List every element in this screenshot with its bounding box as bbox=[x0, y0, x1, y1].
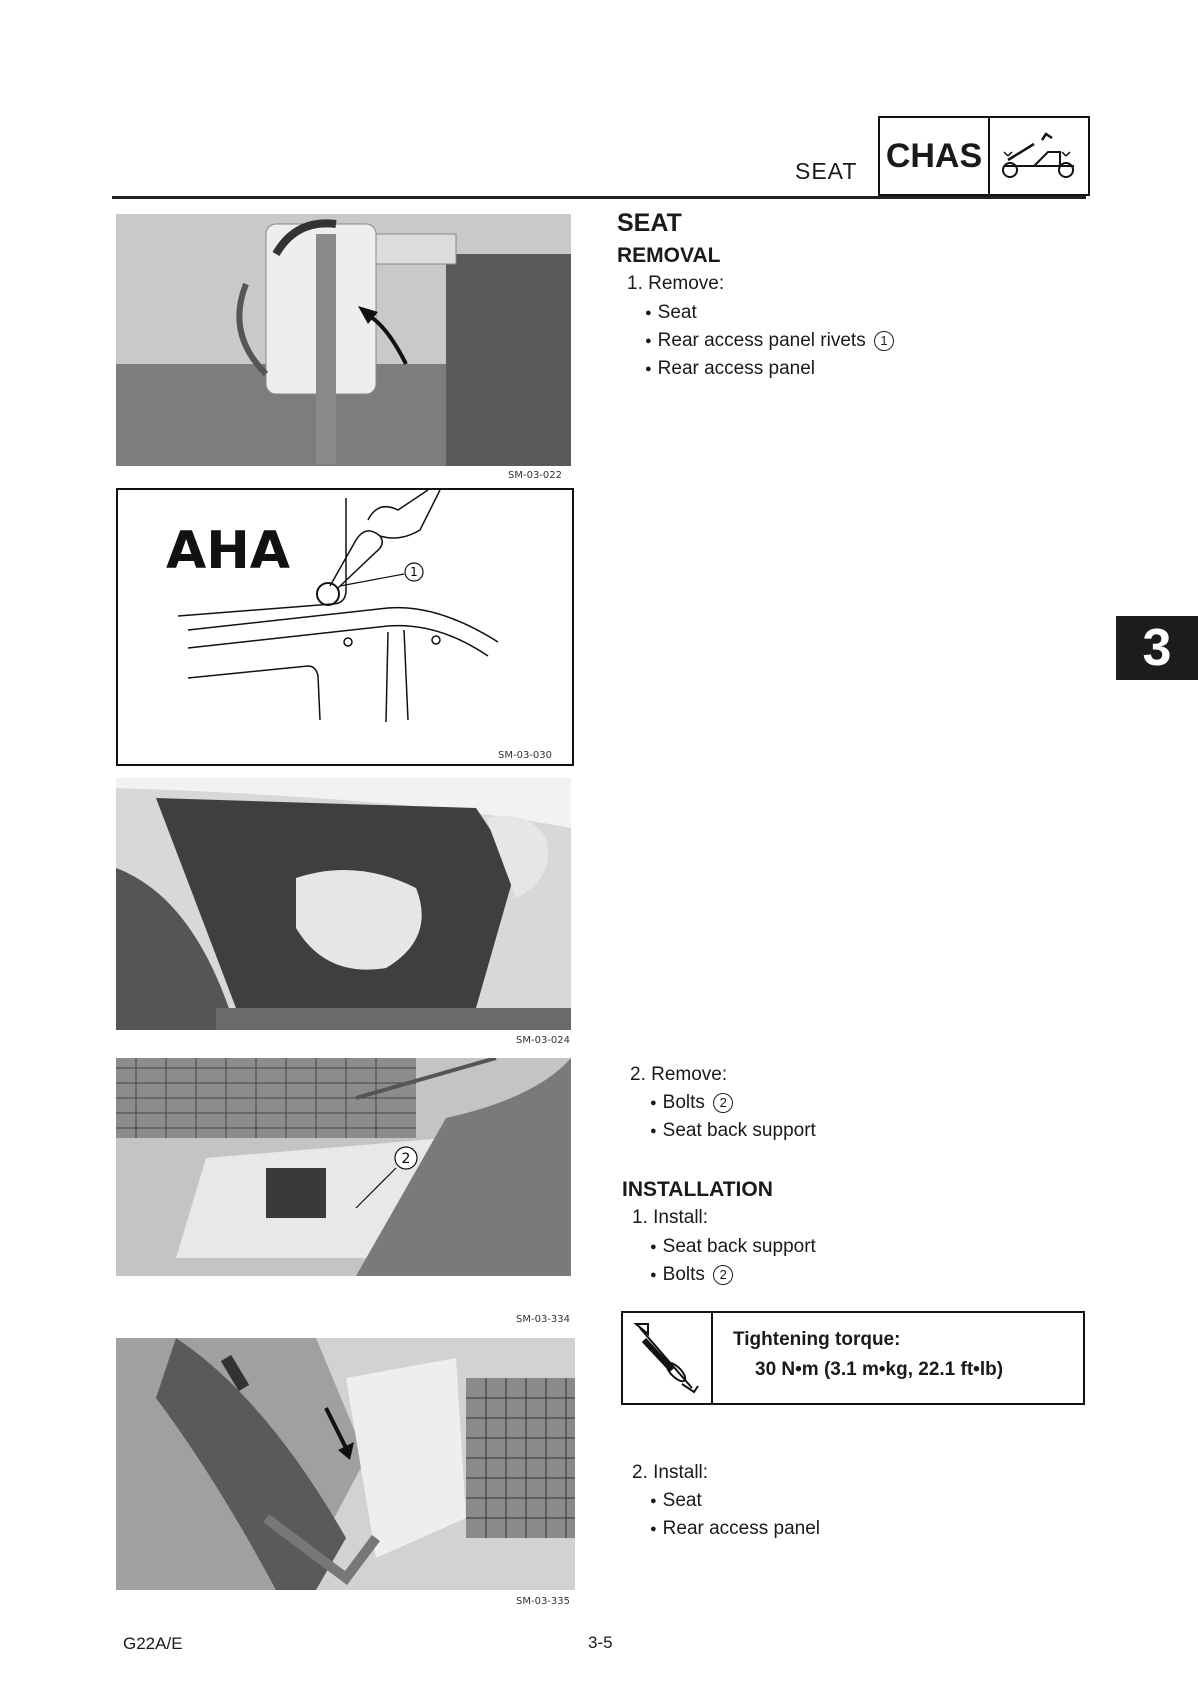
removal-step-2-item: ● Bolts 2 bbox=[650, 1092, 733, 1114]
golf-cart-wrench-icon bbox=[990, 118, 1088, 194]
photo-seat-install bbox=[116, 1338, 575, 1590]
torque-wrench-icon bbox=[623, 1313, 713, 1403]
callout-1: 1 bbox=[410, 565, 418, 579]
installation-heading: INSTALLATION bbox=[622, 1178, 773, 1201]
figure-code: SM-03-335 bbox=[516, 1596, 571, 1607]
header-category-label: CHAS bbox=[880, 118, 990, 194]
figure-code: SM-03-030 bbox=[498, 750, 553, 761]
chapter-tab: 3 bbox=[1116, 616, 1198, 680]
removal-step-2-item: ● Seat back support bbox=[650, 1120, 816, 1142]
photo-seat-back-bolts bbox=[116, 1058, 571, 1276]
ref-number: 1 bbox=[874, 331, 894, 351]
page-number: 3-5 bbox=[588, 1633, 613, 1652]
aha-label: AHA bbox=[166, 521, 291, 581]
footer-model: G22A/E bbox=[123, 1634, 183, 1653]
install-step-2: 2. Install: bbox=[632, 1462, 709, 1483]
diagram-rivet-removal bbox=[116, 488, 574, 766]
figure-code: SM-03-024 bbox=[516, 1035, 571, 1046]
header-rule bbox=[112, 196, 1086, 199]
install-step-1: 1. Install: bbox=[632, 1207, 709, 1228]
install-step-1-item: ● Seat back support bbox=[650, 1236, 816, 1258]
removal-step-1-item: ● Rear access panel bbox=[645, 358, 815, 380]
install-step-2-item: ● Rear access panel bbox=[650, 1518, 820, 1540]
photo-seat-lift bbox=[116, 214, 571, 466]
photo-rear-access-panel bbox=[116, 778, 571, 1030]
removal-heading: REMOVAL bbox=[617, 244, 721, 267]
ref-number: 2 bbox=[713, 1265, 733, 1285]
removal-step-2: 2. Remove: bbox=[630, 1064, 728, 1085]
removal-step-1-item: ● Rear access panel rivets 1 bbox=[645, 330, 894, 352]
torque-spec-box bbox=[621, 1311, 1085, 1405]
torque-label: Tightening torque: bbox=[733, 1329, 901, 1350]
removal-step-1-item: ● Seat bbox=[645, 302, 697, 324]
install-step-2-item: ● Seat bbox=[650, 1490, 702, 1512]
figure-code: SM-03-022 bbox=[508, 470, 563, 481]
header-section-title: SEAT bbox=[795, 158, 858, 184]
install-step-1-item: ● Bolts 2 bbox=[650, 1264, 733, 1286]
section-title: SEAT bbox=[617, 209, 682, 237]
figure-code: SM-03-334 bbox=[516, 1314, 571, 1325]
header-category-box bbox=[878, 116, 1090, 196]
torque-value: 30 N•m (3.1 m•kg, 22.1 ft•lb) bbox=[755, 1359, 1004, 1380]
callout-2: 2 bbox=[401, 1151, 411, 1167]
ref-number: 2 bbox=[713, 1093, 733, 1113]
removal-step-1: 1. Remove: bbox=[627, 273, 725, 294]
